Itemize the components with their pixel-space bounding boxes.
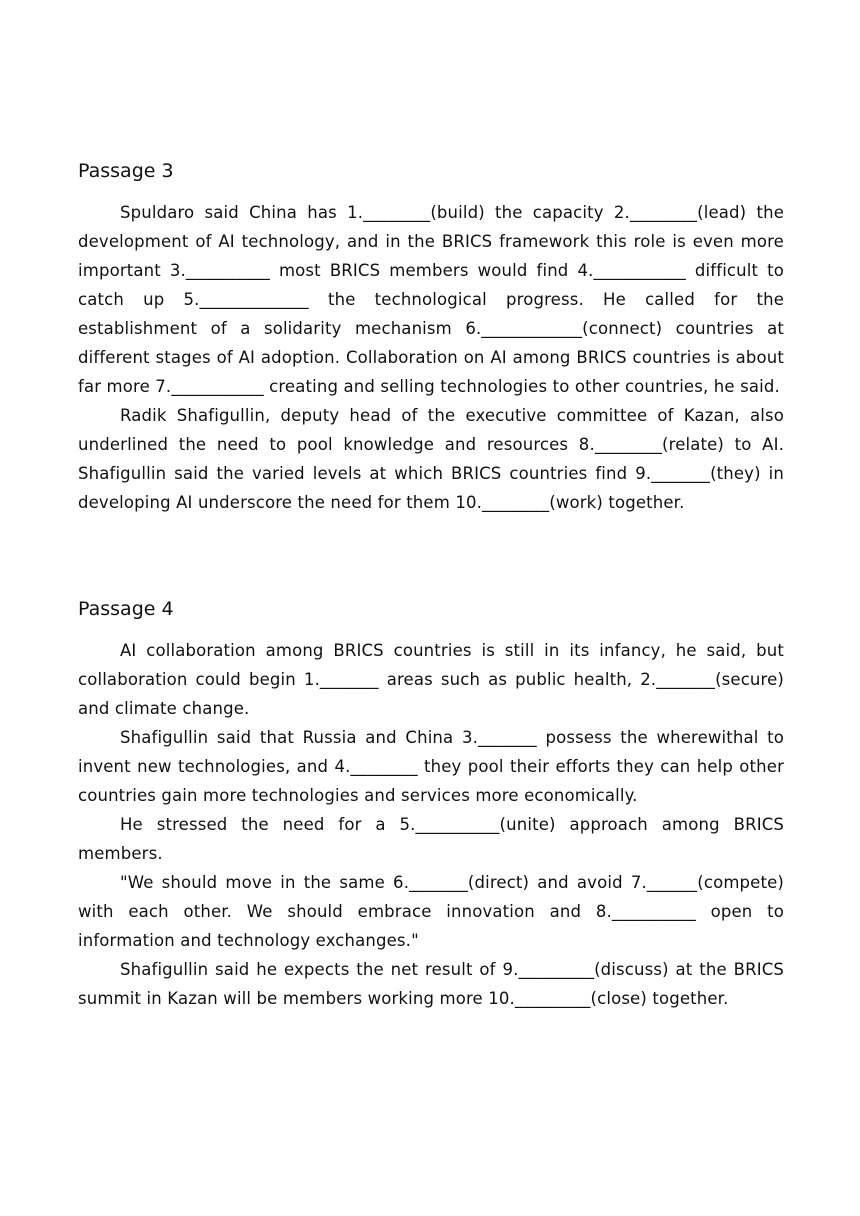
passage-3-paragraph-2: Radik Shafigullin, deputy head of the executive committee of Kazan, also underlined the need to pool knowledge and resources 8.________(relate) to AI. Shafigullin said the varied levels at which BRICS countries find 9._______(they) in developing AI underscore the need for them 10.________(work) together. <box>78 406 784 512</box>
passage-4-title: Passage 4 <box>78 598 174 620</box>
passage-4-paragraph-3: He stressed the need for a 5.__________(unite) approach among BRICS members. <box>78 815 784 863</box>
passage-3-paragraph-1: Spuldaro said China has 1.________(build) the capacity 2.________(lead) the development of AI technology, and in the BRICS framework this role is even more important 3.__________ most BRICS members would find 4.___________ difficult to catch up 5._____________ the technological progress. He called for the establishment of a solidarity mechanism 6.____________(connect) countries at different stages of AI adoption. Collaboration on AI among BRICS countries is about far more 7.___________ creating and selling technologies to other countries, he said. <box>78 203 784 396</box>
passage-4-paragraph-1: AI collaboration among BRICS countries is still in its infancy, he said, but collaboration could begin 1._______ areas such as public health, 2._______(secure) and climate change. <box>78 641 784 718</box>
passage-3-body <box>78 198 784 517</box>
passage-3-title: Passage 3 <box>78 160 174 182</box>
passage-4-paragraph-2: Shafigullin said that Russia and China 3._______ possess the wherewithal to invent new technologies, and 4.________ they pool their efforts they can help other countries gain more technologies and services more economically. <box>78 728 784 805</box>
passage-4-paragraph-5: Shafigullin said he expects the net result of 9._________(discuss) at the BRICS summit in Kazan will be members working more 10._________(close) together. <box>78 960 784 1008</box>
passage-4-body <box>78 636 784 1013</box>
passage-4-paragraph-4: "We should move in the same 6._______(direct) and avoid 7.______(compete) with each other. We should embrace innovation and 8.__________ open to information and technology exchanges." <box>78 873 784 950</box>
